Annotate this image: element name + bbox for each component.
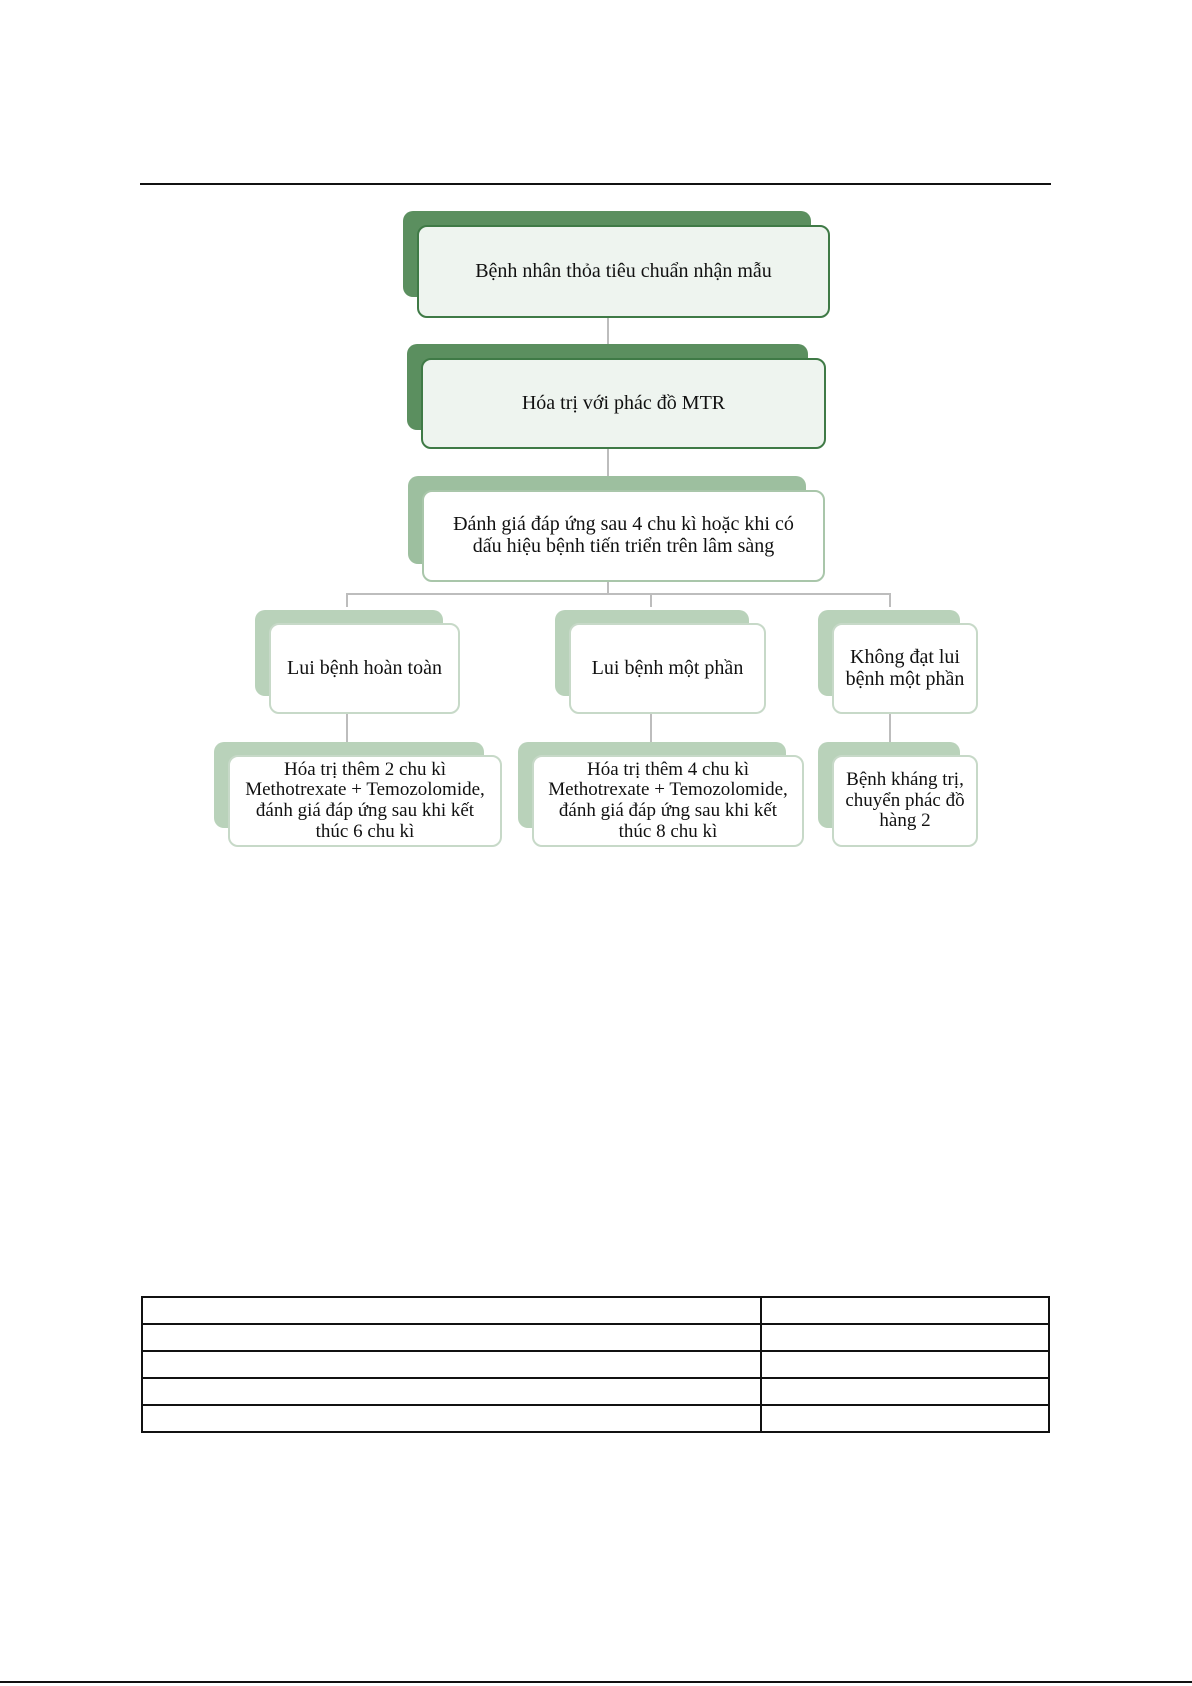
table-cell xyxy=(761,1378,1049,1405)
connector-right-action xyxy=(889,714,891,742)
table-row xyxy=(142,1324,1049,1351)
table-cell xyxy=(761,1405,1049,1432)
table-cell xyxy=(142,1297,761,1324)
table-cell xyxy=(761,1297,1049,1324)
table-cell xyxy=(761,1351,1049,1378)
connector-3-branch xyxy=(607,580,609,594)
branch-bar xyxy=(346,593,891,595)
node-mtr-chemotherapy-label: Hóa trị với phác đồ MTR xyxy=(421,358,826,449)
node-no-partial-remission-label: Không đạt lui bệnh một phần xyxy=(832,623,978,714)
node-eligible-patients-label: Bệnh nhân thỏa tiêu chuẩn nhận mẫu xyxy=(417,225,830,318)
table-row xyxy=(142,1378,1049,1405)
top-rule xyxy=(140,183,1051,185)
node-response-evaluation-label: Đánh giá đáp ứng sau 4 chu kì hoặc khi có dấu hiệu bệnh tiến triển trên lâm sàng xyxy=(422,490,825,582)
data-table xyxy=(141,1296,1050,1433)
table-cell xyxy=(761,1324,1049,1351)
connector-mid-action xyxy=(650,714,652,742)
node-complete-remission-label: Lui bệnh hoàn toàn xyxy=(269,623,460,714)
connector-branch-left xyxy=(346,593,348,607)
table-row xyxy=(142,1405,1049,1432)
table-cell xyxy=(142,1405,761,1432)
connector-left-action xyxy=(346,714,348,742)
table-cell xyxy=(142,1351,761,1378)
node-action-complete-label: Hóa trị thêm 2 chu kì Methotrexate + Temozolomide, đánh giá đáp ứng sau khi kết thúc 6 chu kì xyxy=(228,755,502,847)
connector-branch-mid xyxy=(650,593,652,607)
node-action-refractory-label: Bệnh kháng trị, chuyển phác đồ hàng 2 xyxy=(832,755,978,847)
table-cell xyxy=(142,1324,761,1351)
table-row xyxy=(142,1297,1049,1324)
connector-branch-right xyxy=(889,593,891,607)
node-action-partial-label: Hóa trị thêm 4 chu kì Methotrexate + Temozolomide, đánh giá đáp ứng sau khi kết thúc 8 chu kì xyxy=(532,755,804,847)
table-row xyxy=(142,1351,1049,1378)
connector-2-3 xyxy=(607,448,609,476)
connector-1-2 xyxy=(607,316,609,344)
table-cell xyxy=(142,1378,761,1405)
bottom-rule xyxy=(0,1681,1192,1683)
node-partial-remission-label: Lui bệnh một phần xyxy=(569,623,766,714)
